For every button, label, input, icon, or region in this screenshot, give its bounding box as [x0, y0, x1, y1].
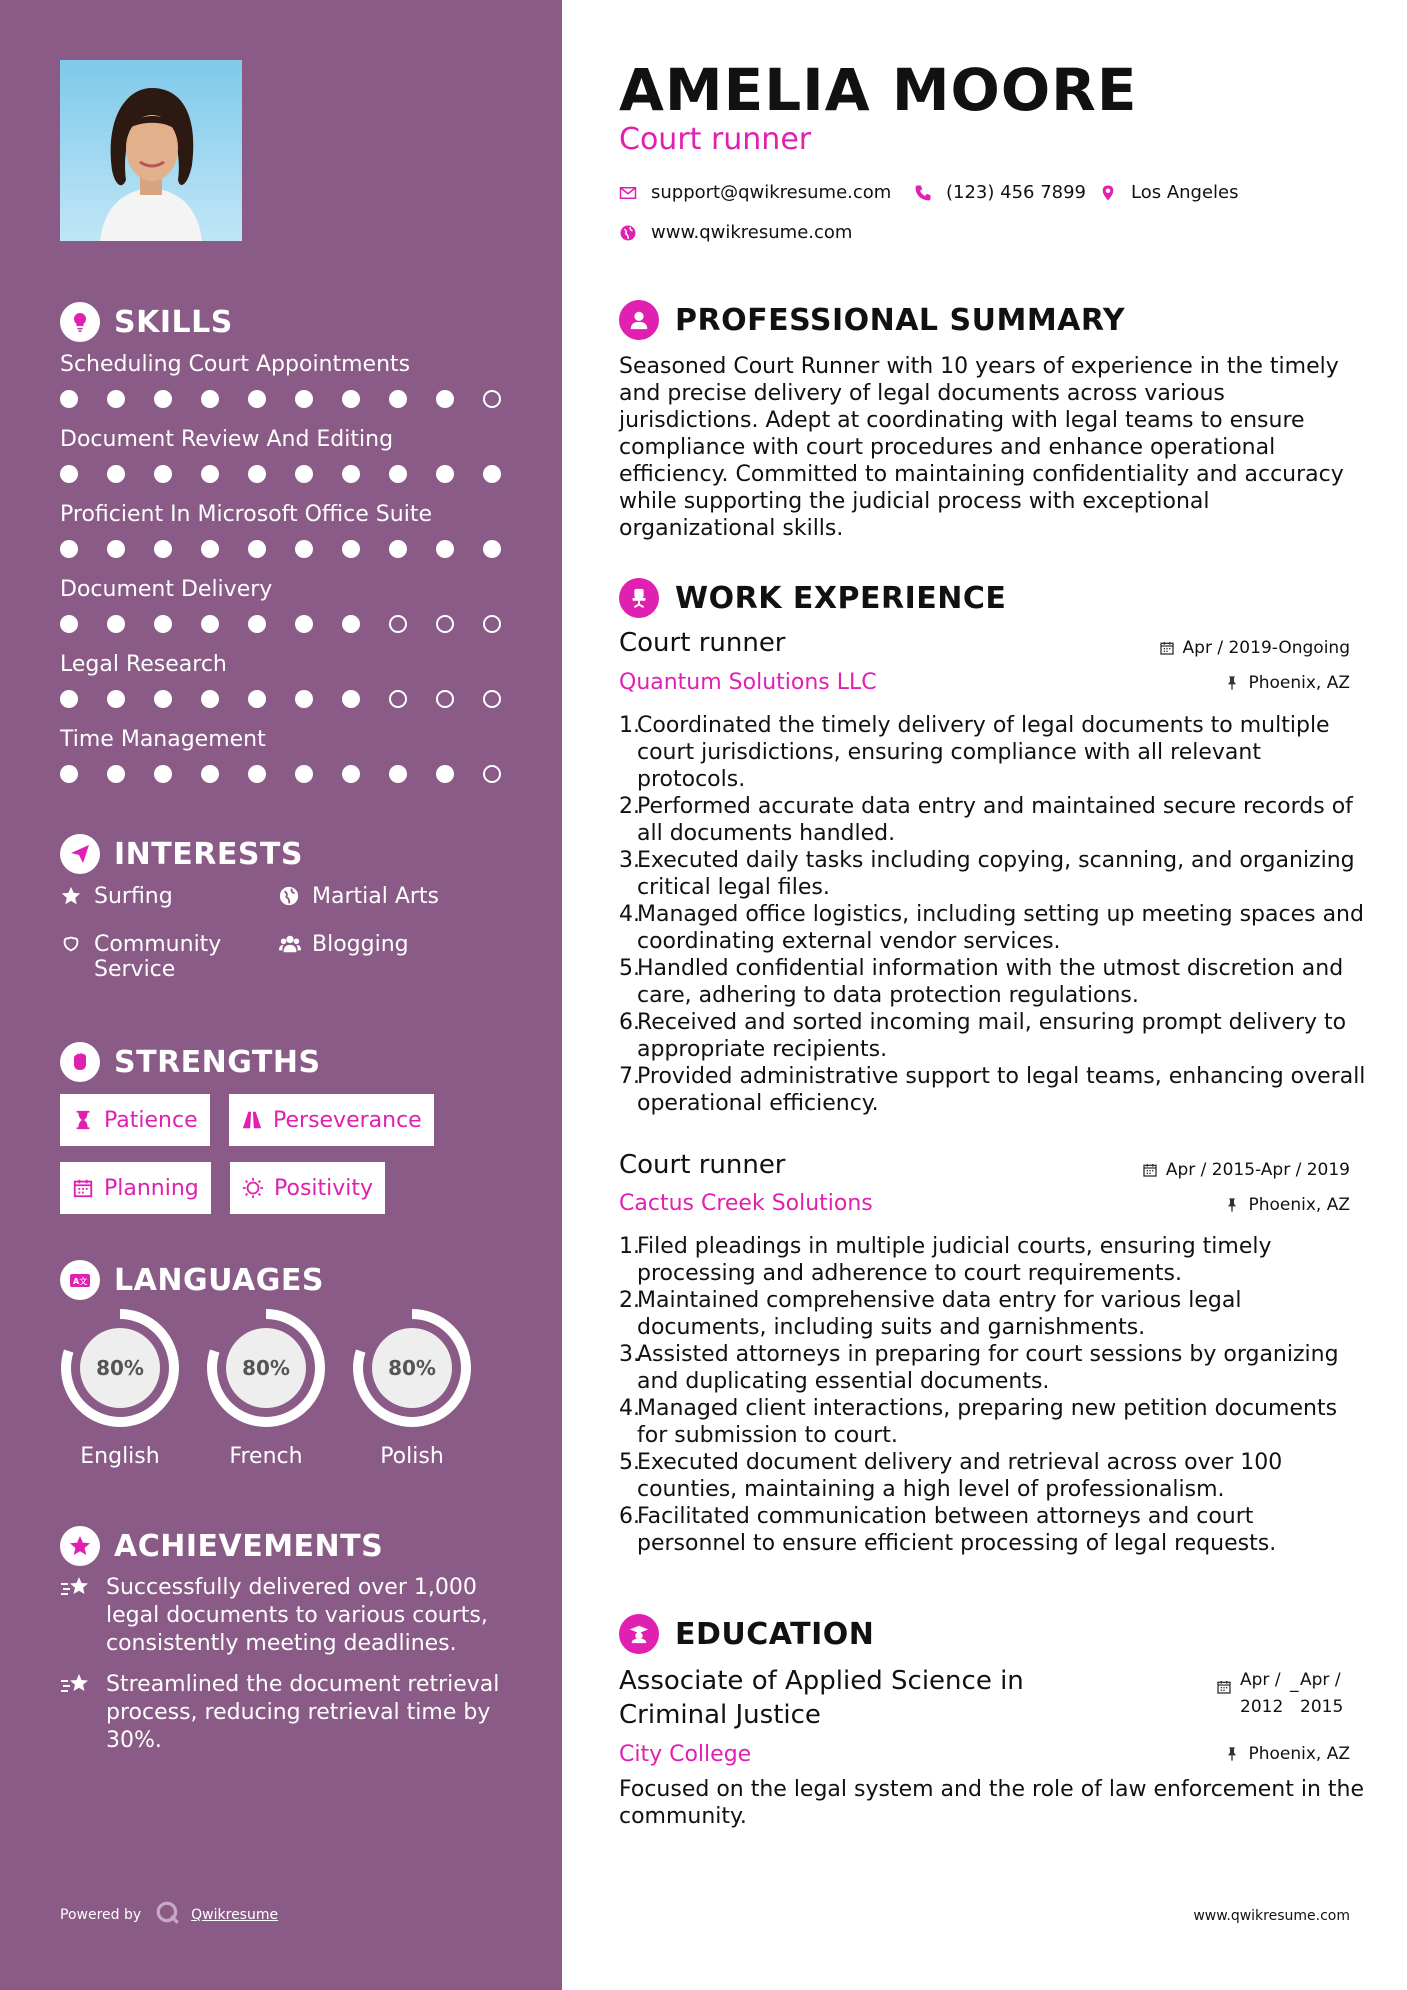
language-name: Polish [380, 1444, 444, 1469]
pushpin-icon [1224, 675, 1240, 691]
language-name: French [229, 1444, 303, 1469]
language-percent: 80% [242, 1356, 290, 1380]
item-text: Performed accurate data entry and maintained secure records of all documents handled. [637, 794, 1353, 846]
item-text: Executed document delivery and retrieval across over 100 counties, maintaining a high level of professionalism. [637, 1450, 1283, 1502]
item-number: 6. [619, 1504, 640, 1529]
contact-phone[interactable]: (123) 456 7899 [914, 182, 1086, 203]
job-title: Court runner [619, 628, 786, 658]
rating-dot [436, 390, 454, 408]
skill-rating [60, 765, 530, 783]
responsibility-item [619, 847, 1369, 901]
job-location: Phoenix, AZ [1224, 673, 1350, 693]
achievement-item: Successfully delivered over 1,000 legal documents to various courts, consistently meeting deadlines. [60, 1574, 510, 1658]
item-text: Coordinated the timely delivery of legal documents to multiple court jurisdictions, ensuring compliance with all relevant protocols. [637, 713, 1330, 792]
rating-dot [201, 390, 219, 408]
achievements-heading: ACHIEVEMENTS [60, 1524, 383, 1568]
strengths-heading: STRENGTHS [60, 1040, 321, 1084]
item-number: 4. [619, 1396, 640, 1421]
users-icon [278, 933, 302, 957]
item-text: Managed office logistics, including setting up meeting spaces and coordinating external vendor services. [637, 902, 1364, 954]
rating-dot [248, 465, 266, 483]
rating-dot [60, 690, 78, 708]
responsibility-item [619, 901, 1369, 955]
responsibility-item [619, 1063, 1369, 1117]
road-icon [241, 1109, 263, 1131]
rating-dot [342, 765, 360, 783]
language-percent: 80% [96, 1356, 144, 1380]
calendar-icon [1159, 640, 1175, 656]
item-text: Facilitated communication between attorneys and court personnel to ensure efficient processing of legal requests. [637, 1504, 1277, 1556]
strength-chip: Planning [60, 1162, 211, 1214]
candidate-name: AMELIA MOORE [619, 56, 1138, 124]
language-item [204, 1306, 328, 1469]
interest-item: Community Service [60, 932, 250, 982]
job-responsibilities [619, 1233, 1369, 1557]
rating-dot [295, 615, 313, 633]
contact-location: Los Angeles [1099, 182, 1239, 203]
item-text: Executed daily tasks including copying, scanning, and organizing critical legal files. [637, 848, 1355, 900]
rating-dot [107, 390, 125, 408]
star-badge-icon [60, 1526, 100, 1566]
paper-plane-icon [60, 834, 100, 874]
rating-dot [107, 615, 125, 633]
job-dates: Apr / 2015-Apr / 2019 [1142, 1160, 1350, 1180]
phone-icon [914, 184, 932, 202]
calendar-icon [72, 1177, 94, 1199]
interest-item: Surfing [60, 884, 173, 909]
degree-title: Associate of Applied Science in Criminal Justice [619, 1666, 1024, 1730]
job-responsibilities [619, 712, 1369, 1117]
rating-dot [201, 465, 219, 483]
rating-dot [483, 765, 501, 783]
job-title: Court runner [619, 1150, 786, 1180]
skill-rating [60, 690, 530, 708]
contact-email[interactable]: support@qwikresume.com [619, 182, 891, 203]
rating-dot [389, 540, 407, 558]
rating-dot [248, 690, 266, 708]
responsibility-item [619, 955, 1369, 1009]
item-number: 3. [619, 848, 640, 873]
responsibility-item [619, 1009, 1369, 1063]
responsibility-item [619, 1233, 1369, 1287]
rating-dot [389, 465, 407, 483]
rating-dot [107, 540, 125, 558]
rating-dot [295, 390, 313, 408]
responsibility-item [619, 793, 1369, 847]
skill-name: Scheduling Court Appointments [60, 352, 411, 377]
rating-dot [154, 690, 172, 708]
education-heading: EDUCATION [619, 1614, 874, 1654]
strength-chip: Positivity [230, 1162, 385, 1214]
skill-name: Document Review And Editing [60, 427, 394, 452]
rating-dot [342, 465, 360, 483]
language-percent: 80% [388, 1356, 436, 1380]
calendar-icon [1142, 1162, 1158, 1178]
strength-chip: Perseverance [229, 1094, 434, 1146]
rating-dot [154, 765, 172, 783]
candidate-role: Court runner [619, 122, 812, 157]
contact-website[interactable]: www.qwikresume.com [619, 222, 852, 243]
rating-dot [295, 540, 313, 558]
svg-text:A文: A文 [73, 1277, 88, 1286]
rating-dot [107, 465, 125, 483]
rating-dot [342, 615, 360, 633]
item-text: Maintained comprehensive data entry for various legal documents, including suits and garnishments. [637, 1288, 1242, 1340]
rating-dot [483, 465, 501, 483]
qwikresume-link[interactable]: Qwikresume [191, 1907, 279, 1923]
rating-dot [107, 690, 125, 708]
rating-dot [483, 690, 501, 708]
languages-heading: A文 LANGUAGES [60, 1258, 324, 1302]
rating-dot [248, 765, 266, 783]
rating-dot [436, 465, 454, 483]
company-name: Cactus Creek Solutions [619, 1191, 873, 1216]
responsibility-item [619, 1341, 1369, 1395]
powered-by: Powered by Qwikresume [60, 1900, 278, 1930]
skill-rating [60, 390, 530, 408]
company-name: Quantum Solutions LLC [619, 670, 877, 695]
rating-dot [60, 540, 78, 558]
pushpin-icon [1224, 1746, 1240, 1762]
interests-heading: INTERESTS [60, 832, 303, 876]
item-text: Handled confidential information with the utmost discretion and care, adhering to data protection regulations. [637, 956, 1344, 1008]
strength-chip: Patience [60, 1094, 210, 1146]
language-item [58, 1306, 182, 1469]
education-location: Phoenix, AZ [1224, 1744, 1350, 1764]
item-text: Assisted attorneys in preparing for court sessions by organizing and duplicating essential documents. [637, 1342, 1339, 1394]
user-icon [619, 300, 659, 340]
item-number: 6. [619, 1010, 640, 1035]
rating-dot [389, 390, 407, 408]
profile-photo [60, 60, 242, 241]
item-text: Filed pleadings in multiple judicial courts, ensuring timely processing and adherence to court requirements. [637, 1234, 1272, 1286]
achievement-item: Streamlined the document retrieval process, reducing retrieval time by 30%. [60, 1671, 510, 1755]
skill-name: Document Delivery [60, 577, 273, 602]
rating-dot [201, 615, 219, 633]
item-number: 7. [619, 1064, 640, 1089]
skill-name: Legal Research [60, 652, 227, 677]
rating-dot [60, 465, 78, 483]
summary-heading: PROFESSIONAL SUMMARY [619, 300, 1125, 340]
rating-dot [60, 390, 78, 408]
rating-dot [154, 615, 172, 633]
language-progress-ring [350, 1306, 474, 1430]
rating-dot [295, 765, 313, 783]
interest-item: Martial Arts [278, 884, 439, 909]
shooting-star-icon [60, 1671, 92, 1699]
skills-heading: SKILLS [60, 300, 233, 344]
item-number: 1. [619, 713, 640, 738]
globe-icon [619, 224, 637, 242]
education-dates: Apr / 2012 _ Apr / 2015 [1216, 1667, 1350, 1721]
lightbulb-icon [60, 302, 100, 342]
rating-dot [483, 540, 501, 558]
rating-dot [295, 465, 313, 483]
item-text: Received and sorted incoming mail, ensuring prompt delivery to appropriate recipients. [637, 1010, 1347, 1062]
rating-dot [201, 765, 219, 783]
envelope-icon [619, 184, 637, 202]
skill-name: Time Management [60, 727, 266, 752]
language-item [350, 1306, 474, 1469]
item-number: 2. [619, 794, 640, 819]
rating-dot [107, 765, 125, 783]
rating-dot [60, 615, 78, 633]
rating-dot [154, 465, 172, 483]
rating-dot [436, 615, 454, 633]
rating-dot [483, 390, 501, 408]
globe-icon [278, 885, 302, 909]
shooting-star-icon [60, 1574, 92, 1602]
rating-dot [436, 765, 454, 783]
item-text: Provided administrative support to legal teams, enhancing overall operational efficiency. [637, 1064, 1366, 1116]
sun-icon [242, 1177, 264, 1199]
graduate-icon [619, 1614, 659, 1654]
calendar-icon [1216, 1679, 1232, 1695]
item-text: Managed client interactions, preparing new petition documents for submission to court. [637, 1396, 1338, 1448]
pushpin-icon [1224, 1197, 1240, 1213]
language-card-icon [60, 1260, 100, 1300]
rating-dot [201, 690, 219, 708]
rating-dot [248, 540, 266, 558]
star-icon [60, 885, 84, 909]
responsibility-item [619, 712, 1369, 793]
hand-icon [60, 933, 84, 957]
skill-rating [60, 540, 530, 558]
qwikresume-logo-icon [155, 1900, 181, 1930]
skill-rating [60, 465, 530, 483]
rating-dot [201, 540, 219, 558]
map-pin-icon [1099, 184, 1117, 202]
rating-dot [295, 690, 313, 708]
job-location: Phoenix, AZ [1224, 1195, 1350, 1215]
item-number: 4. [619, 902, 640, 927]
responsibility-item [619, 1503, 1369, 1557]
responsibility-item [619, 1395, 1369, 1449]
rating-dot [389, 690, 407, 708]
language-name: English [80, 1444, 160, 1469]
language-progress-ring [204, 1306, 328, 1430]
experience-heading: WORK EXPERIENCE [619, 578, 1006, 618]
item-number: 5. [619, 1450, 640, 1475]
rating-dot [248, 390, 266, 408]
education-description: Focused on the legal system and the role of law enforcement in the community. [619, 1777, 1365, 1829]
fist-icon [60, 1042, 100, 1082]
rating-dot [389, 765, 407, 783]
item-number: 1. [619, 1234, 640, 1259]
summary-text: Seasoned Court Runner with 10 years of experience in the timely and precise delivery of legal documents across various jurisdictions. Adept at coordinating with legal teams to ensure compliance with court procedures and enhance operational efficiency. Committed to maintaining confidentiality and accuracy while supporting the judicial process with exceptional organizational skills. [619, 354, 1344, 541]
language-progress-ring [58, 1306, 182, 1430]
rating-dot [389, 615, 407, 633]
sidebar [0, 0, 562, 1990]
school-name: City College [619, 1742, 752, 1767]
skill-name: Proficient In Microsoft Office Suite [60, 502, 432, 527]
rating-dot [342, 540, 360, 558]
rating-dot [154, 540, 172, 558]
responsibility-item [619, 1287, 1369, 1341]
rating-dot [248, 615, 266, 633]
rating-dot [60, 765, 78, 783]
hourglass-icon [72, 1109, 94, 1131]
footer-url[interactable]: www.qwikresume.com [1193, 1908, 1350, 1924]
rating-dot [483, 615, 501, 633]
main-content [562, 0, 1407, 1990]
skill-rating [60, 615, 530, 633]
item-number: 2. [619, 1288, 640, 1313]
rating-dot [342, 390, 360, 408]
rating-dot [436, 540, 454, 558]
office-chair-icon [619, 578, 659, 618]
interest-item: Blogging [278, 932, 409, 957]
rating-dot [154, 390, 172, 408]
rating-dot [436, 690, 454, 708]
rating-dot [342, 690, 360, 708]
item-number: 3. [619, 1342, 640, 1367]
job-dates: Apr / 2019-Ongoing [1159, 638, 1350, 658]
item-number: 5. [619, 956, 640, 981]
responsibility-item [619, 1449, 1369, 1503]
